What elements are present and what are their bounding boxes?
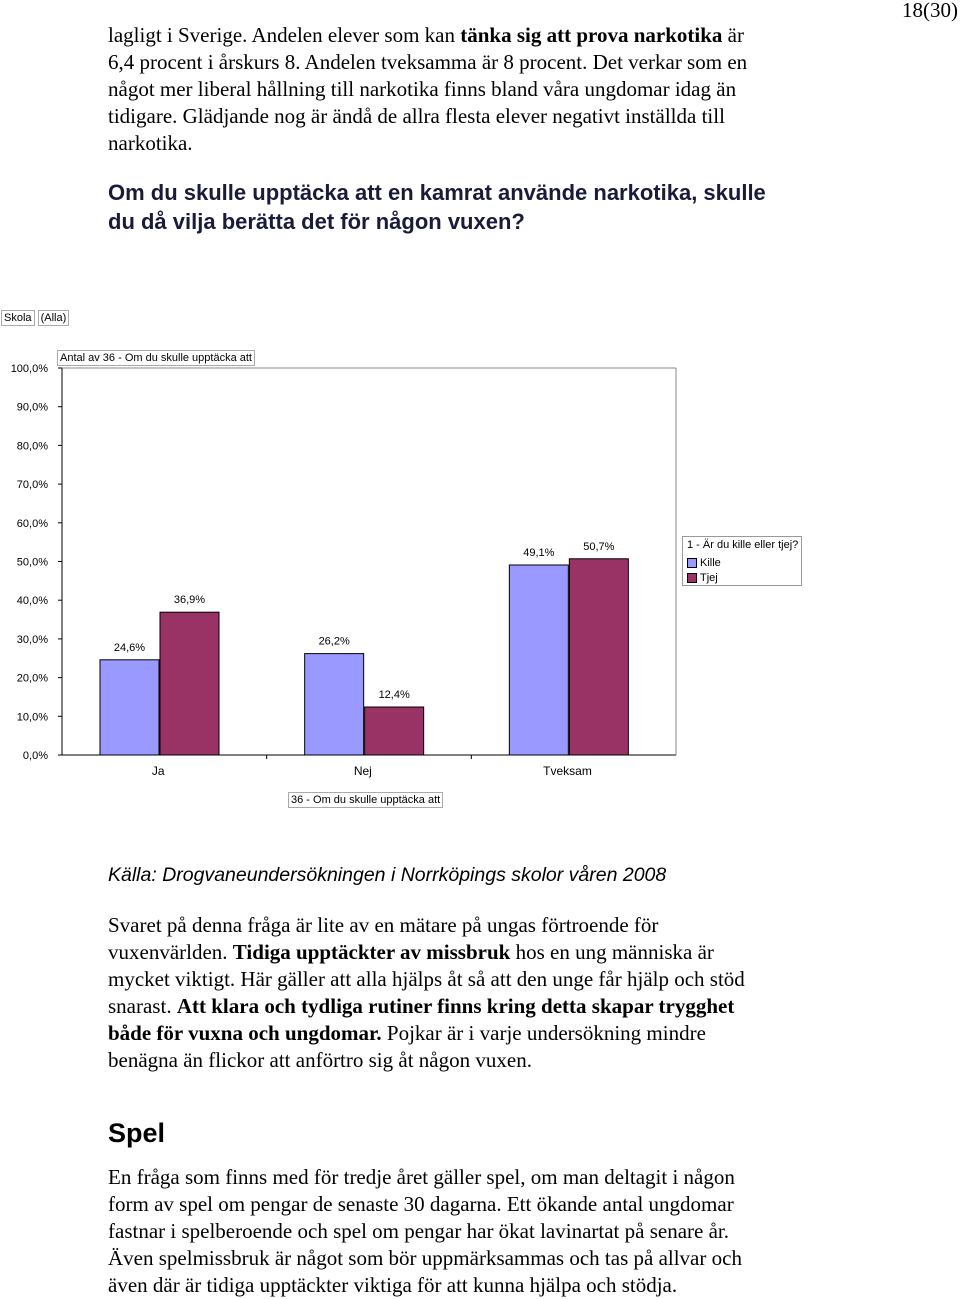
- data-label: 24,6%: [113, 641, 146, 654]
- spel-text: fastnar i spelberoende och spel om pengar har ökat lavinartat på senare år.: [108, 1219, 729, 1243]
- legend-title: 1 - Är du kille eller tjej?: [687, 539, 799, 551]
- chart-legend: [682, 536, 802, 586]
- data-label: 49,1%: [523, 546, 555, 559]
- y-tick-label: 100,0%: [10, 363, 48, 375]
- legend-swatch-tjej: [687, 573, 697, 583]
- bar-tjej: [365, 707, 424, 755]
- body-emphasis: Att klara och tydliga rutiner finns kring detta skapar trygghet: [176, 994, 735, 1018]
- data-label: 36,9%: [173, 594, 206, 607]
- spel-text: form av spel om pengar de senaste 30 dagarna. Ett ökande antal ungdomar: [108, 1192, 734, 1216]
- bar-tjej: [569, 559, 628, 755]
- filter-label: Skola: [1, 310, 35, 326]
- intro-text: är: [722, 23, 744, 47]
- data-label: 12,4%: [378, 689, 410, 702]
- section-heading-spel: Spel: [108, 1118, 166, 1148]
- legend-label-kille: Kille: [700, 557, 721, 569]
- pivot-data-field[interactable]: Antal av 36 - Om du skulle upptäcka att: [57, 350, 255, 366]
- body-text: mycket viktigt. Här gäller att alla hjälps åt så att den unge får hjälp och stöd: [108, 967, 745, 991]
- body-text: Pojkar är i varje undersökning mindre: [381, 1021, 706, 1045]
- bar-kille: [100, 660, 159, 755]
- intro-text: 6,4 procent i årskurs 8. Andelen tveksamma är 8 procent. Det verkar som en: [108, 50, 748, 74]
- y-tick-label: 30,0%: [16, 633, 48, 646]
- legend-item-tjej: [687, 572, 718, 584]
- y-tick-label: 90,0%: [16, 401, 48, 414]
- legend-label-tjej: Tjej: [700, 572, 718, 584]
- y-tick-label: 50,0%: [16, 556, 48, 569]
- bar-tjej: [160, 612, 219, 755]
- spel-text: Även spelmissbruk är något som bör uppmärksammas och tas på allvar och: [108, 1246, 742, 1270]
- body-paragraph: [108, 912, 828, 1074]
- intro-text: narkotika.: [108, 131, 193, 155]
- y-tick-label: 40,0%: [16, 595, 48, 608]
- data-label: 50,7%: [583, 540, 615, 553]
- data-label: 26,2%: [318, 635, 350, 648]
- bar-chart: [0, 355, 680, 785]
- question-heading: [108, 178, 828, 236]
- x-category-label: Ja: [151, 764, 165, 778]
- question-line: Om du skulle upptäcka att en kamrat använde narkotika, skulle: [108, 180, 766, 205]
- intro-text: lagligt i Sverige. Andelen elever som kan: [108, 23, 461, 47]
- y-tick-label: 10,0%: [16, 711, 48, 724]
- legend-item-kille: [687, 557, 721, 569]
- page-number: 18(30): [902, 0, 958, 22]
- x-category-label: Tveksam: [543, 764, 592, 778]
- y-tick-label: 70,0%: [16, 479, 48, 492]
- body-emphasis: både för vuxna och ungdomar.: [108, 1021, 382, 1045]
- y-tick-label: 20,0%: [16, 672, 48, 685]
- y-tick-label: 0,0%: [22, 750, 48, 762]
- bar-kille: [305, 654, 364, 755]
- pivot-row-field[interactable]: 36 - Om du skulle upptäcka att: [288, 792, 443, 808]
- body-text: snarast.: [108, 994, 177, 1018]
- source-caption: Källa: Drogvaneundersökningen i Norrköpings skolor våren 2008: [108, 864, 667, 886]
- body-text: hos en ung människa är: [510, 940, 714, 964]
- body-emphasis: Tidiga upptäckter av missbruk: [232, 940, 511, 964]
- intro-emphasis: tänka sig att prova narkotika: [460, 23, 723, 47]
- intro-text: något mer liberal hållning till narkotika finns bland våra ungdomar idag än: [108, 77, 737, 101]
- spel-paragraph: [108, 1164, 828, 1299]
- bar-kille: [509, 565, 568, 755]
- body-text: benägna än flickor att anförtro sig åt någon vuxen.: [108, 1048, 532, 1072]
- body-text: vuxenvärlden.: [108, 940, 233, 964]
- legend-swatch-kille: [687, 558, 697, 568]
- spel-text: även där är tidiga upptäckter viktiga för att kunna hjälpa och stödja.: [108, 1273, 678, 1297]
- y-tick-label: 80,0%: [16, 440, 48, 453]
- spel-text: En fråga som finns med för tredje året gäller spel, om man deltagit i någon: [108, 1165, 735, 1189]
- intro-text: tidigare. Glädjande nog är ändå de allra flesta elever negativt inställda till: [108, 104, 725, 128]
- pivot-filter[interactable]: [1, 312, 69, 324]
- intro-paragraph: [108, 22, 828, 157]
- body-text: Svaret på denna fråga är lite av en mätare på ungas förtroende för: [108, 913, 659, 937]
- question-line: du då vilja berätta det för någon vuxen?: [108, 209, 525, 234]
- y-tick-label: 60,0%: [16, 517, 48, 530]
- x-category-label: Nej: [353, 764, 372, 778]
- filter-value[interactable]: (Alla): [38, 310, 70, 326]
